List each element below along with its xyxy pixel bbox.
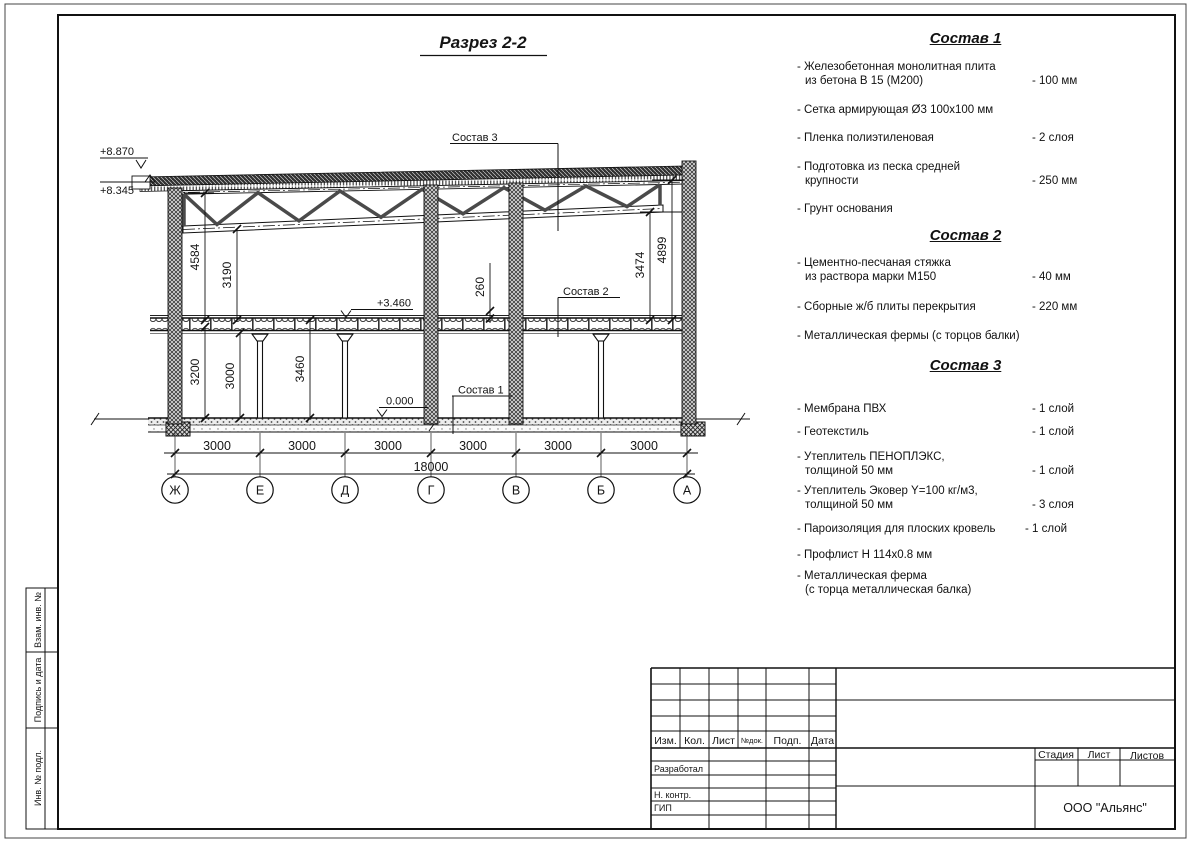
dim-4899: 4899 — [655, 236, 669, 264]
stamp-col-list: Лист — [712, 735, 735, 747]
stamp-stage: Стадия — [1038, 749, 1074, 761]
column-axis-v — [509, 183, 523, 424]
ground-slab — [91, 413, 750, 436]
grid-axis-b: Б — [596, 483, 606, 498]
item-line: - Грунт основания — [797, 203, 893, 215]
item-line: - Геотекстиль — [797, 426, 869, 438]
elev-parapet: +8.870 — [100, 146, 134, 158]
stamp-organization: ООО "Альянс" — [1063, 801, 1147, 815]
item-line: - Профлист Н 114х0.8 мм — [797, 549, 933, 561]
item-line: крупности — [805, 175, 859, 187]
item-line: из раствора марки М150 — [805, 271, 937, 283]
side-label-podpis: Подпись и дата — [33, 657, 43, 723]
item-line: - Металлическая фермы (с торцов балки) — [797, 330, 1020, 342]
stamp-col-kol: Кол. — [684, 735, 705, 747]
item-line: - Утеплитель Эковер Y=100 кг/м3, — [797, 485, 978, 497]
composition-1-title: Состав 1 — [929, 30, 1002, 47]
dim-total: 18000 — [413, 460, 449, 474]
item-line: - Пароизоляция для плоских кровель — [797, 523, 996, 535]
item-value: - 1 слой — [1032, 465, 1075, 477]
section-title: Разрез 2-2 — [439, 33, 527, 52]
stamp-col-podp: Подп. — [773, 735, 802, 747]
floor-slab — [150, 316, 690, 334]
item-line: - Железобетонная монолитная плита — [797, 61, 996, 73]
grid-axis-d: Д — [340, 483, 350, 498]
item-line: - Мембрана ПВХ — [797, 403, 887, 415]
dim-3200: 3200 — [188, 358, 202, 386]
grid-axis-v: В — [511, 483, 521, 498]
item-value: - 220 мм — [1032, 301, 1078, 313]
dim-3000: 3000 — [223, 362, 237, 390]
item-line: - Цементно-песчаная стяжка — [797, 257, 951, 269]
item-line: - Металлическая ферма — [797, 570, 927, 582]
elev-roof-edge: +8.345 — [100, 185, 134, 197]
grid-axis-a: А — [682, 483, 692, 498]
item-line: - Сетка армирующая Ø3 100х100 мм — [797, 104, 994, 116]
callout-sostav2: Состав 2 — [563, 286, 609, 298]
item-line: - Подготовка из песка средней — [797, 161, 961, 173]
item-line: - Утеплитель ПЕНОПЛЭКС, — [797, 451, 945, 463]
item-value: - 2 слоя — [1032, 132, 1074, 144]
item-line: - Пленка полиэтиленовая — [797, 132, 934, 144]
dim-3460: 3460 — [293, 355, 307, 383]
item-line: толщиной 50 мм — [805, 499, 894, 511]
dim-3190: 3190 — [220, 261, 234, 289]
dim-span-2: 3000 — [288, 439, 316, 453]
dim-260: 260 — [473, 276, 487, 298]
dim-4584: 4584 — [188, 243, 202, 271]
item-value: - 100 мм — [1032, 75, 1078, 87]
elev-first-floor: +3.460 — [377, 297, 411, 310]
item-line: толщиной 50 мм — [805, 465, 894, 477]
callout-sostav3: Состав 3 — [452, 132, 498, 144]
stamp-col-ndok: №док. — [741, 736, 763, 745]
side-label-inv: Инв. № подл. — [33, 749, 43, 807]
dim-span-6: 3000 — [630, 439, 658, 453]
roof-assembly — [140, 166, 694, 195]
stamp-row-razrabotal: Разработал — [654, 764, 703, 774]
callout-sostav1: Состав 1 — [458, 384, 504, 397]
composition-3-title: Состав 3 — [929, 357, 1002, 374]
stamp-col-data: Дата — [810, 735, 835, 747]
stamp-row-gip: ГИП — [654, 803, 672, 813]
wall-axis-zh — [168, 188, 182, 424]
item-value: - 1 слой — [1032, 403, 1075, 415]
stamp-sheet: Лист — [1087, 749, 1111, 761]
item-line: из бетона В 15 (М200) — [805, 75, 924, 87]
stamp-col-izm: Изм. — [654, 735, 677, 747]
dim-span-3: 3000 — [374, 439, 402, 453]
composition-2-title: Состав 2 — [929, 227, 1002, 244]
grid-axis-e: Е — [255, 483, 265, 498]
item-value: - 1 слой — [1032, 426, 1075, 438]
section-drawing — [91, 33, 750, 503]
item-value: - 1 слой — [1025, 523, 1068, 535]
dim-3474: 3474 — [633, 251, 647, 279]
dim-span-1: 3000 — [203, 439, 231, 453]
item-value: - 40 мм — [1032, 271, 1071, 283]
grid-axis-g: Г — [427, 483, 435, 498]
wall-axis-a — [682, 161, 696, 424]
side-label-vzam: Взам. инв. № — [33, 592, 43, 648]
dim-span-5: 3000 — [544, 439, 572, 453]
dim-span-4: 3000 — [459, 439, 487, 453]
grid-and-dimensions — [162, 433, 700, 503]
item-line: - Сборные ж/б плиты перекрытия — [797, 301, 976, 313]
grid-axis-zh: Ж — [169, 483, 181, 498]
stamp-row-nkontr: Н. контр. — [654, 790, 692, 800]
elev-ground: 0.000 — [386, 395, 414, 408]
item-value: - 3 слоя — [1032, 499, 1074, 511]
item-value: - 250 мм — [1032, 175, 1078, 187]
item-line: (с торца металлическая балка) — [805, 584, 972, 596]
stamp-sheets: Листов — [1129, 750, 1165, 762]
column-axis-g — [424, 185, 438, 424]
